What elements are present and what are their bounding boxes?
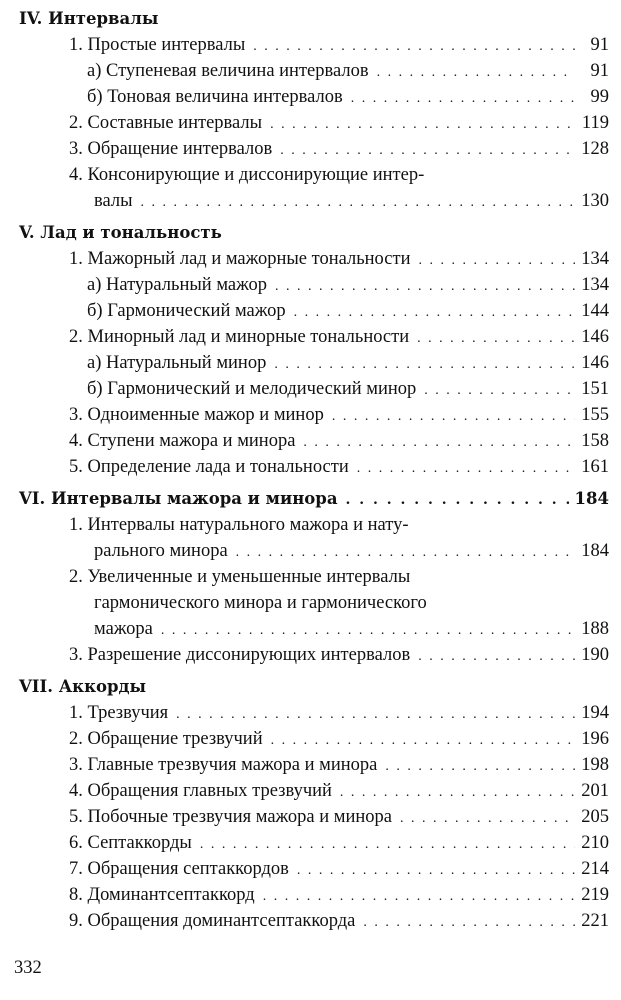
entry-page: 190 [581, 645, 609, 665]
toc-entry [19, 538, 609, 564]
toc-entry-line [19, 162, 609, 188]
dot-leader [417, 326, 575, 352]
entry-label: б) Гармонический и мелодический минор [87, 379, 417, 399]
entry-label: гармонического минора и гармонического [94, 593, 427, 613]
toc-entry [19, 188, 609, 214]
toc-entry [19, 324, 609, 350]
chapter-title: VI. Интервалы мажора и минора [19, 489, 338, 508]
toc-entry [19, 856, 609, 882]
chapter-page: 184 [574, 489, 609, 508]
chapter-heading-vii: VII. Аккорды [19, 677, 147, 696]
toc-entry [19, 402, 609, 428]
dot-leader [141, 190, 575, 216]
entry-page: 155 [581, 405, 609, 425]
entry-label: 4. Обращения главных трезвучий [69, 781, 332, 801]
entry-label: а) Натуральный минор [87, 353, 267, 373]
entry-label: 2. Увеличенные и уменьшенные интервалы [69, 567, 411, 587]
dot-leader [303, 430, 575, 456]
entry-page: 219 [581, 885, 609, 905]
entry-label: б) Гармонический мажор [87, 301, 286, 321]
entry-page: 91 [590, 61, 609, 81]
dot-leader [357, 456, 575, 482]
toc-entry [19, 272, 609, 298]
entry-page: 221 [581, 911, 609, 931]
dot-leader [263, 884, 575, 910]
dot-leader [271, 728, 575, 754]
toc-entry [19, 752, 609, 778]
entry-label: 7. Обращения септаккордов [69, 859, 289, 879]
dot-leader [275, 274, 575, 300]
chapter-heading-iv: IV. Интервалы [19, 9, 159, 28]
toc-entry [19, 700, 609, 726]
entry-label: рального минора [94, 541, 228, 561]
entry-page: 161 [581, 457, 609, 477]
entry-label: мажора [94, 619, 153, 639]
entry-page: 99 [590, 87, 609, 107]
dot-leader [297, 858, 575, 884]
dot-leader [418, 248, 575, 274]
entry-page: 134 [581, 249, 609, 269]
toc-entry [19, 830, 609, 856]
entry-label: б) Тоновая величина интервалов [87, 87, 343, 107]
entry-page: 144 [581, 301, 609, 321]
toc-entry-line [19, 512, 609, 538]
entry-label: 2. Минорный лад и минорные тональности [69, 327, 410, 347]
dot-leader [236, 540, 575, 566]
entry-page: 214 [581, 859, 609, 879]
entry-label: 2. Составные интервалы [69, 113, 263, 133]
entry-page: 128 [581, 139, 609, 159]
entry-label: 1. Интервалы натурального мажора и нату- [69, 515, 409, 535]
entry-label: а) Ступеневая величина интервалов [87, 61, 369, 81]
toc-entry [19, 908, 609, 934]
entry-page: 210 [581, 833, 609, 853]
dot-leader [351, 86, 575, 112]
toc-entry [19, 350, 609, 376]
toc-entry [19, 882, 609, 908]
toc-entry [19, 298, 609, 324]
dot-leader [340, 780, 575, 806]
dot-leader [176, 702, 575, 728]
dot-leader [424, 378, 575, 404]
entry-label: 2. Обращение трезвучий [69, 729, 263, 749]
table-of-contents [19, 6, 609, 934]
entry-page: 194 [581, 703, 609, 723]
entry-page: 188 [581, 619, 609, 639]
entry-label: 3. Разрешение диссонирующих интервалов [69, 645, 411, 665]
entry-page: 201 [581, 781, 609, 801]
toc-entry-line [19, 590, 609, 616]
entry-label: 1. Простые интервалы [69, 35, 246, 55]
dot-leader [161, 618, 575, 644]
entry-page: 151 [581, 379, 609, 399]
toc-entry [19, 58, 609, 84]
entry-label: 9. Обращения доминантсептаккорда [69, 911, 356, 931]
toc-entry [19, 616, 609, 642]
chapter-heading-v: V. Лад и тональность [19, 223, 222, 242]
entry-label: 4. Консонирующие и диссонирующие интер- [69, 165, 425, 185]
toc-entry [19, 246, 609, 272]
entry-page: 205 [581, 807, 609, 827]
entry-label: а) Натуральный мажор [87, 275, 267, 295]
entry-page: 130 [581, 191, 609, 211]
page-number: 332 [14, 958, 42, 978]
toc-entry [19, 376, 609, 402]
dot-leader [274, 352, 575, 378]
entry-page: 146 [581, 353, 609, 373]
entry-page: 134 [581, 275, 609, 295]
toc-entry [19, 804, 609, 830]
entry-page: 158 [581, 431, 609, 451]
dot-leader [332, 404, 575, 430]
toc-entry [19, 428, 609, 454]
dot-leader [294, 300, 575, 326]
toc-entry-line [19, 564, 609, 590]
dot-leader [346, 487, 569, 513]
toc-entry [19, 726, 609, 752]
entry-label: 5. Определение лада и тональности [69, 457, 349, 477]
entry-label: 8. Доминантсептаккорд [69, 885, 255, 905]
entry-label: 3. Одноименные мажор и минор [69, 405, 324, 425]
entry-label: 3. Обращение интервалов [69, 139, 273, 159]
entry-label: 1. Трезвучия [69, 703, 169, 723]
toc-entry [19, 32, 609, 58]
toc-entry [19, 84, 609, 110]
entry-page: 198 [581, 755, 609, 775]
dot-leader [253, 34, 575, 60]
entry-label: 3. Главные трезвучия мажора и минора [69, 755, 378, 775]
toc-entry [19, 454, 609, 480]
entry-label: 5. Побочные трезвучия мажора и минора [69, 807, 392, 827]
dot-leader [280, 138, 575, 164]
entry-page: 146 [581, 327, 609, 347]
entry-label: 4. Ступени мажора и минора [69, 431, 296, 451]
dot-leader [363, 910, 575, 936]
dot-leader [377, 60, 575, 86]
entry-label: валы [94, 191, 133, 211]
dot-leader [200, 832, 575, 858]
toc-entry [19, 136, 609, 162]
entry-label: 6. Септаккорды [69, 833, 192, 853]
dot-leader [418, 644, 575, 670]
entry-page: 196 [581, 729, 609, 749]
dot-leader [400, 806, 575, 832]
dot-leader [385, 754, 575, 780]
dot-leader [270, 112, 575, 138]
entry-label: 1. Мажорный лад и мажорные тональности [69, 249, 411, 269]
toc-entry [19, 110, 609, 136]
entry-page: 184 [581, 541, 609, 561]
chapter-heading-vi [19, 486, 609, 512]
toc-entry [19, 642, 609, 668]
toc-entry [19, 778, 609, 804]
entry-page: 119 [581, 113, 609, 133]
entry-page: 91 [590, 35, 609, 55]
